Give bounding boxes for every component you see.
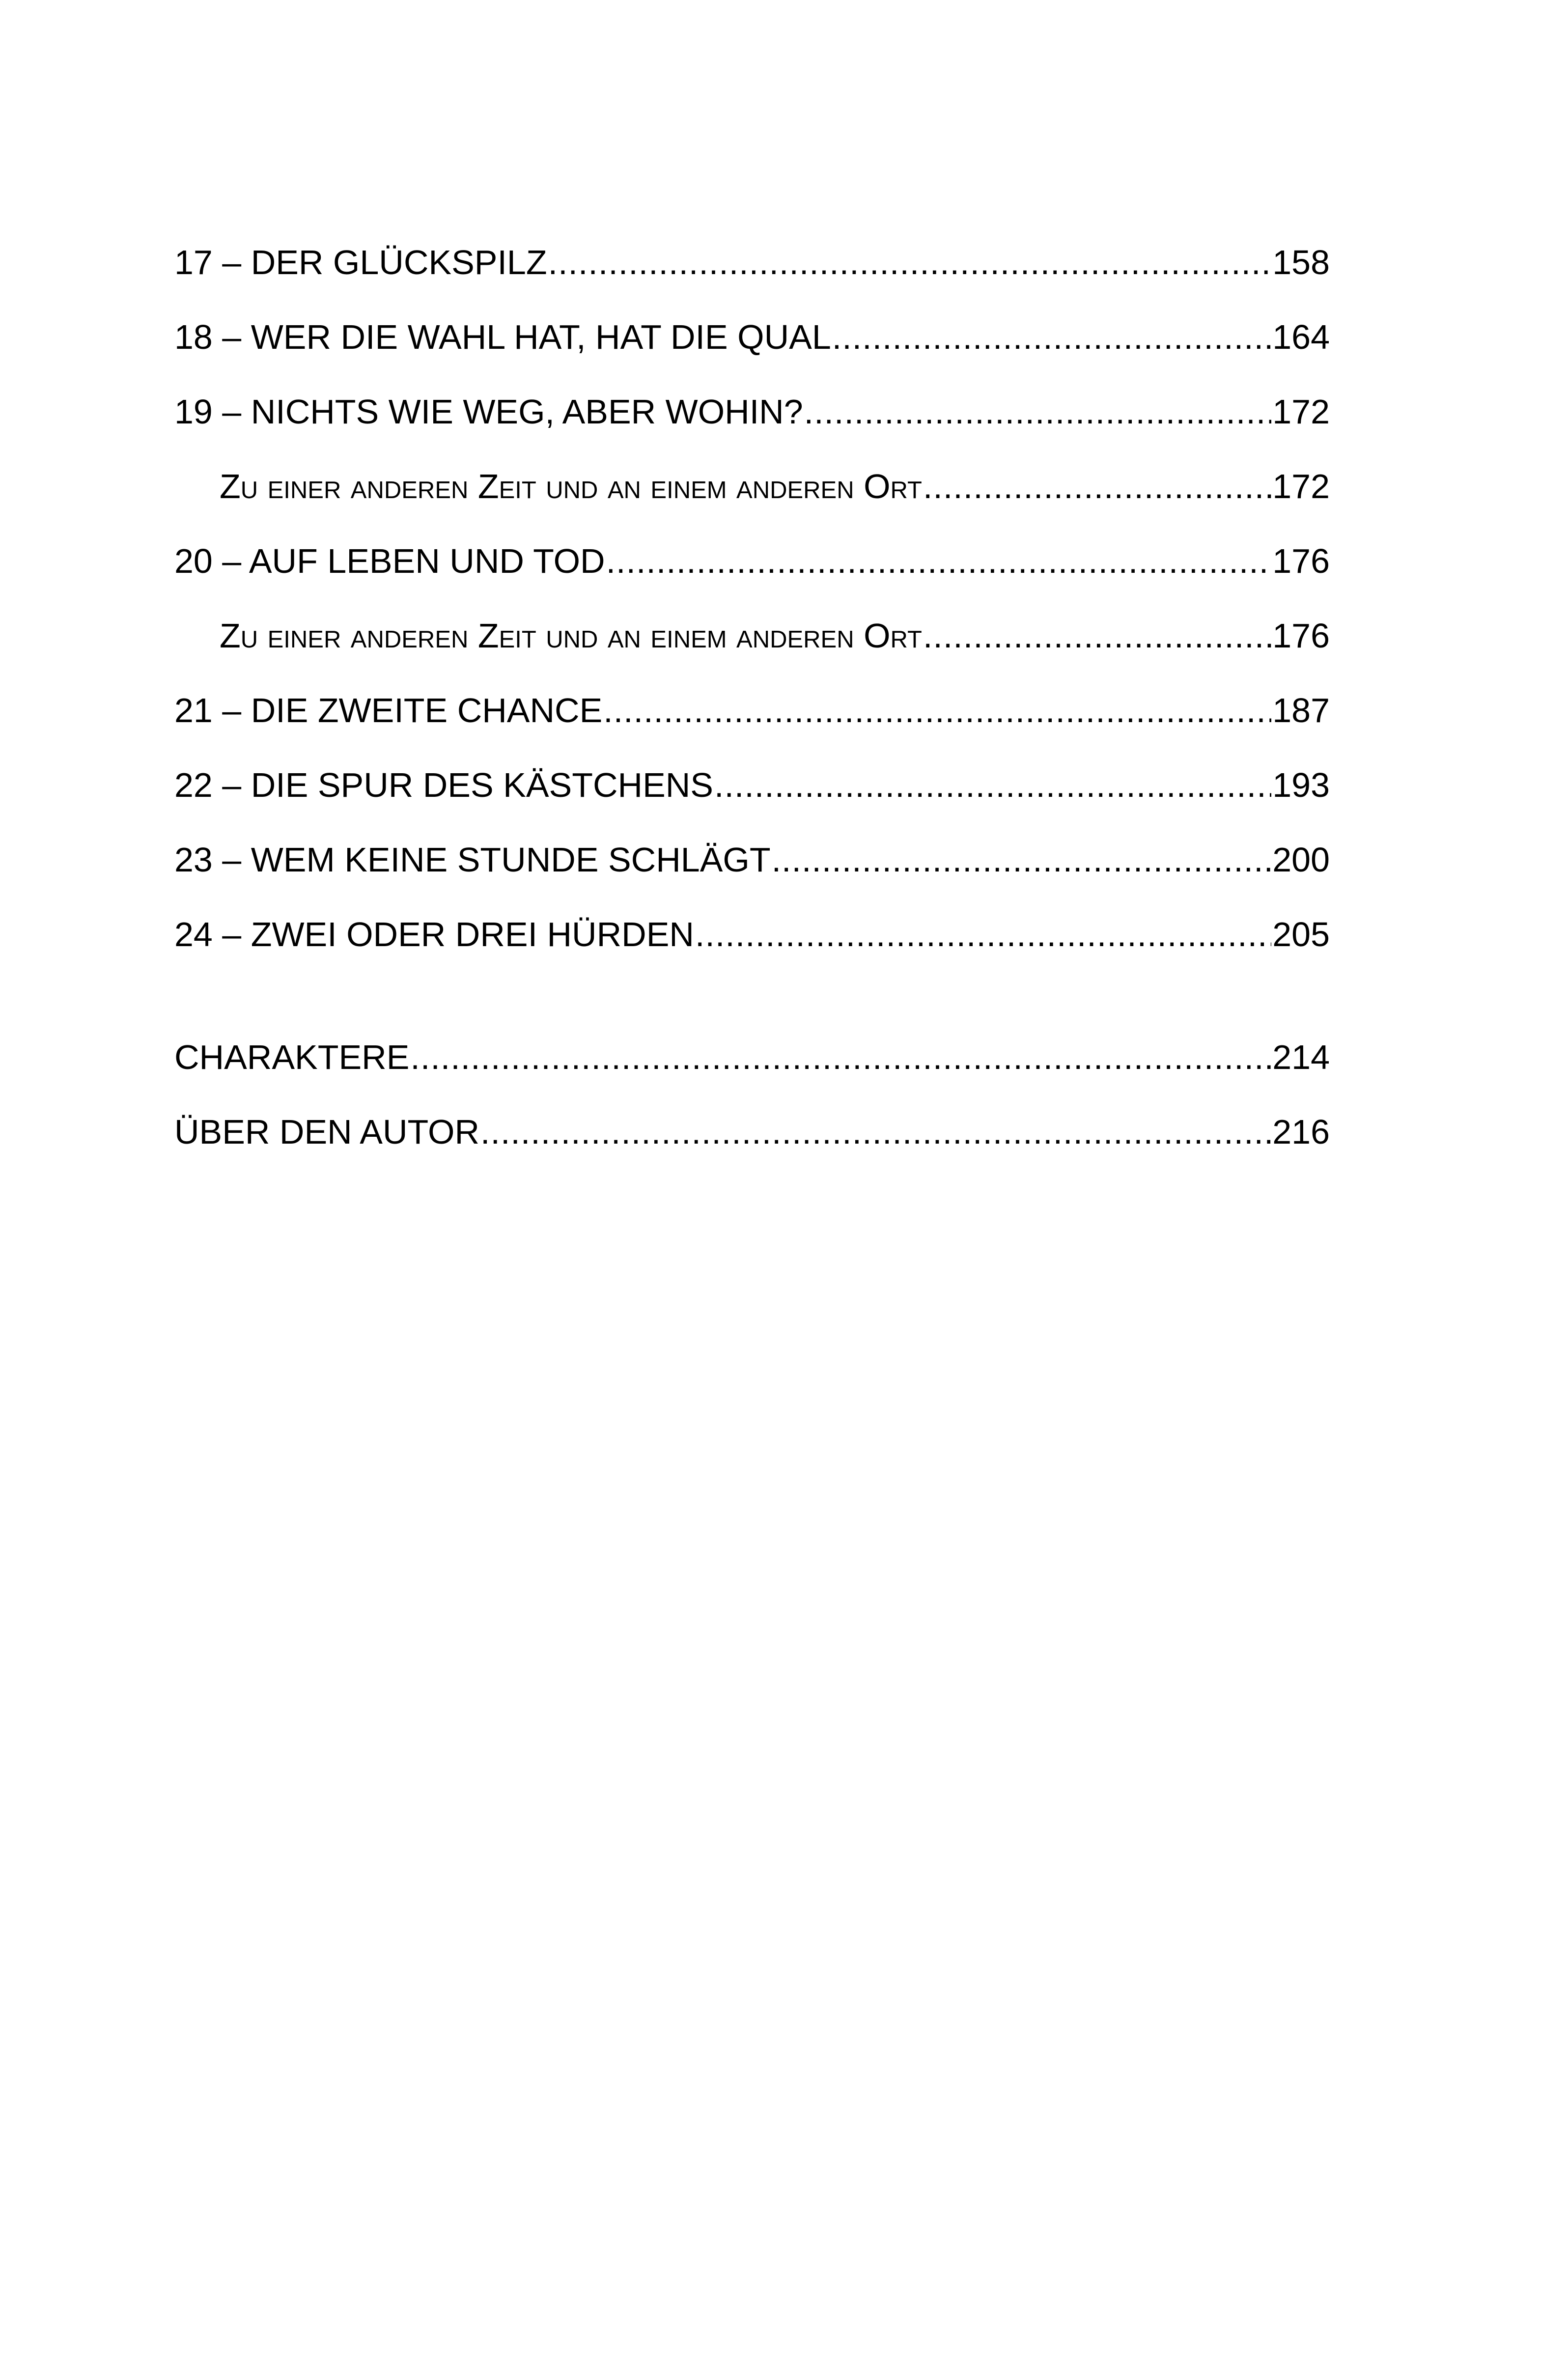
toc-subentry-chapter-20[interactable] — [174, 598, 1330, 673]
toc-entry-title: CHARAKTERE — [174, 1038, 410, 1076]
toc-subentry-title: Zu einer anderen Zeit und an einem anderen Ort — [220, 467, 922, 505]
toc-entry-title: 24 – ZWEI ODER DREI HÜRDEN — [174, 915, 694, 954]
dot-leader — [410, 1020, 1271, 1095]
section-spacer — [174, 972, 1330, 1020]
toc-entry-chapter-24[interactable] — [174, 897, 1330, 972]
toc-entry-title: 22 – DIE SPUR DES KÄSTCHENS — [174, 766, 713, 804]
toc-entry-ueber-den-autor[interactable] — [174, 1095, 1330, 1169]
toc-entry-page-number: 216 — [1272, 1113, 1330, 1151]
toc-entry-title: 20 – AUF LEBEN UND TOD — [174, 542, 605, 580]
toc-entry-chapter-19[interactable] — [174, 374, 1330, 449]
toc-entry-page-number: 172 — [1272, 393, 1330, 431]
dot-leader — [714, 748, 1271, 822]
toc-entry-page-number: 176 — [1272, 542, 1330, 580]
toc-entry-chapter-18[interactable] — [174, 300, 1330, 374]
toc-entry-chapter-20[interactable] — [174, 524, 1330, 598]
toc-subentry-chapter-19[interactable] — [174, 449, 1330, 524]
toc-subentry-title: Zu einer anderen Zeit und an einem anderen Ort — [220, 617, 922, 655]
dot-leader — [548, 225, 1272, 300]
toc-entry-page-number: 164 — [1272, 318, 1330, 356]
toc-entry-chapter-23[interactable] — [174, 822, 1330, 897]
dot-leader — [804, 374, 1272, 449]
toc-entry-title: 23 – WEM KEINE STUNDE SCHLÄGT — [174, 841, 771, 879]
toc-entry-chapter-17[interactable] — [174, 225, 1330, 300]
dot-leader — [832, 300, 1271, 374]
dot-leader — [603, 673, 1271, 748]
toc-entry-page-number: 187 — [1272, 691, 1330, 730]
toc-entry-page-number: 193 — [1272, 766, 1330, 804]
dot-leader — [923, 449, 1271, 524]
table-of-contents — [174, 225, 1330, 1169]
toc-entry-chapter-22[interactable] — [174, 748, 1330, 822]
toc-entry-title: 17 – DER GLÜCKSPILZ — [174, 243, 547, 281]
toc-entry-title: ÜBER DEN AUTOR — [174, 1113, 480, 1151]
toc-entry-title: 18 – WER DIE WAHL HAT, HAT DIE QUAL — [174, 318, 831, 356]
toc-entry-page-number: 158 — [1272, 243, 1330, 281]
toc-entry-page-number: 214 — [1272, 1038, 1330, 1076]
toc-entry-page-number: 205 — [1272, 915, 1330, 954]
toc-entry-title: 19 – NICHTS WIE WEG, ABER WOHIN? — [174, 393, 803, 431]
toc-entry-chapter-21[interactable] — [174, 673, 1330, 748]
dot-leader — [772, 822, 1272, 897]
toc-entry-page-number: 172 — [1272, 467, 1330, 505]
toc-entry-page-number: 176 — [1272, 617, 1330, 655]
dot-leader — [695, 897, 1271, 972]
toc-entry-page-number: 200 — [1272, 841, 1330, 879]
dot-leader — [606, 524, 1272, 598]
dot-leader — [923, 598, 1271, 673]
toc-entry-charaktere[interactable] — [174, 1020, 1330, 1095]
toc-entry-title: 21 – DIE ZWEITE CHANCE — [174, 691, 603, 730]
dot-leader — [480, 1095, 1271, 1169]
